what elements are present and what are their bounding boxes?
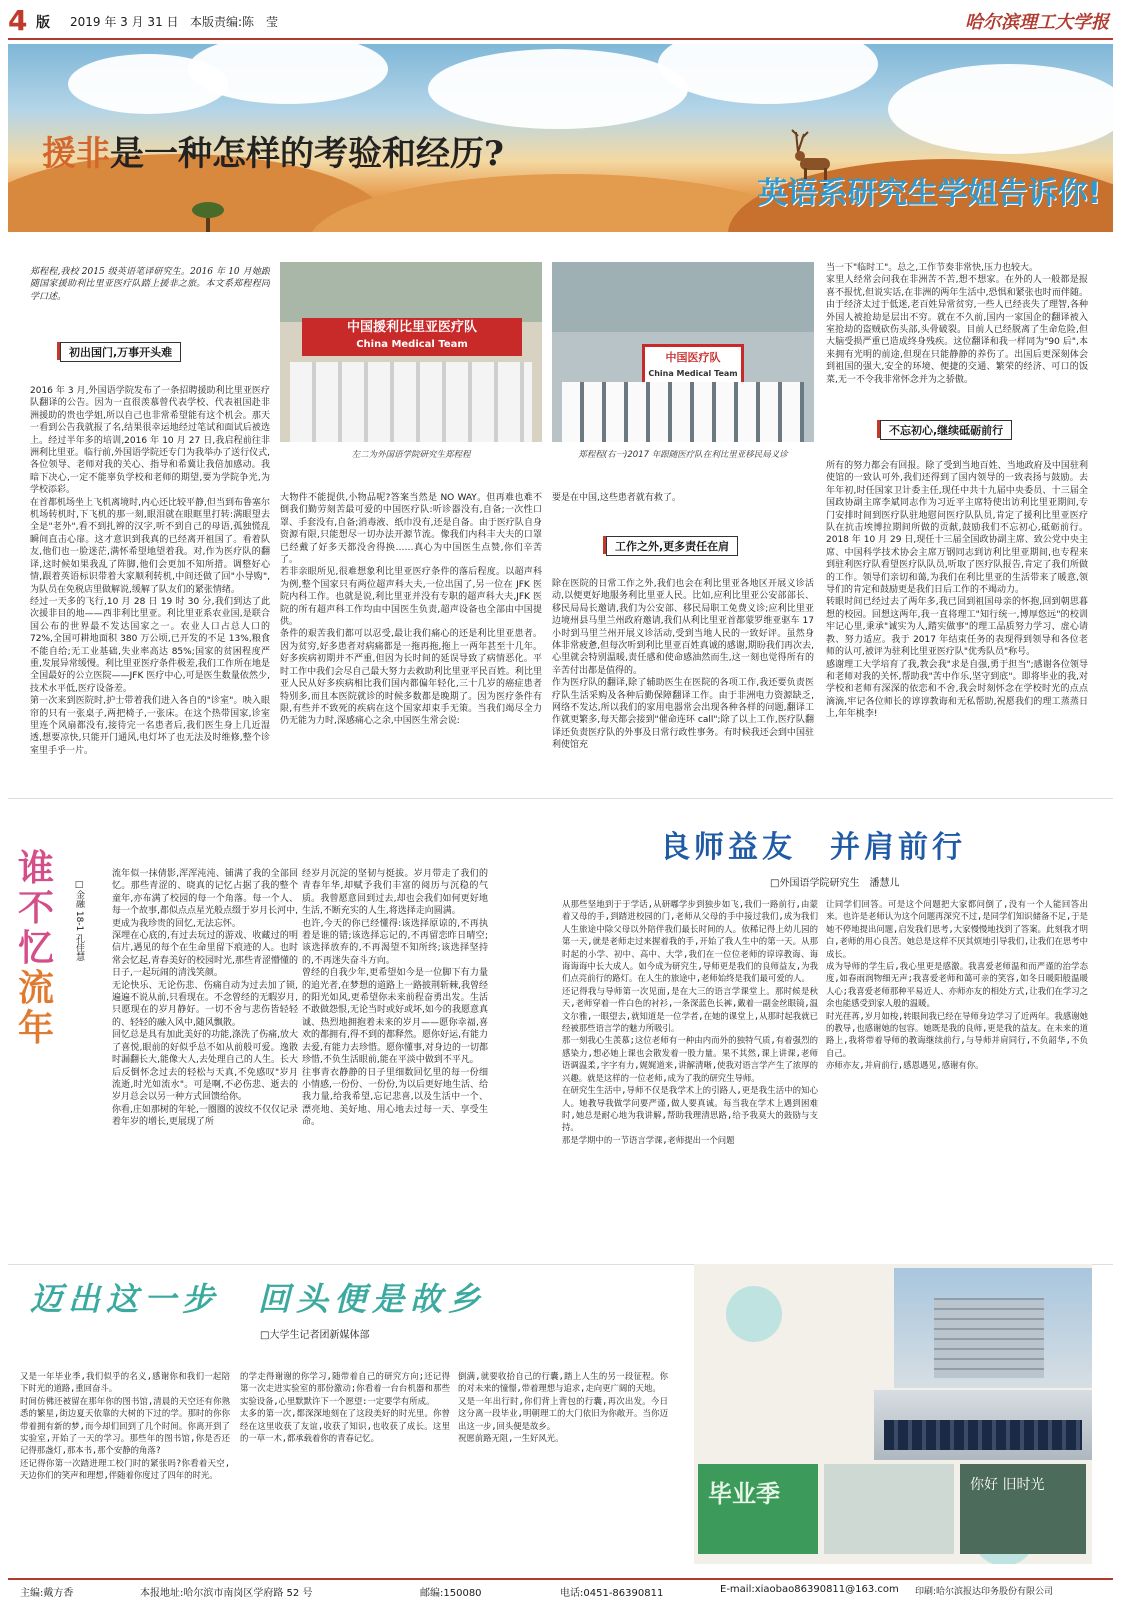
graduation-collage bbox=[694, 1264, 1092, 1564]
section-heading: 不忘初心,继续砥砺前行 bbox=[880, 420, 1012, 440]
flag-text-en: China Medical Team bbox=[648, 369, 738, 378]
footer-address: 本报地址:哈尔滨市南岗区学府路 52 号 bbox=[140, 1588, 313, 1599]
footer-phone: 电话:0451-86390811 bbox=[560, 1588, 664, 1599]
issue-date: 2019 年 3 月 31 日 bbox=[70, 15, 179, 29]
article-column: 倒满,就要收拾自己的行囊,踏上人生的另一段征程。你的对未来的憧憬,带着理想与追求,走向更广阔的天地。 又是一年出行时,你们背上背包的行囊,再次出发。今日这分离一段毕业,明朝理工的大门依旧为你敞开。当你迈出这一步,回头便是故乡。 祝愿前路无阻,一生好风光。 bbox=[458, 1371, 668, 1444]
graduates-group bbox=[884, 1420, 1082, 1450]
building-shape bbox=[934, 1298, 1044, 1378]
page-editor: 本版责编:陈 莹 bbox=[190, 15, 279, 29]
cloud-shape bbox=[888, 64, 1113, 154]
footer-rule bbox=[8, 1578, 1113, 1580]
article-author: □金融 18-1 孔佳慧 bbox=[74, 880, 84, 962]
campus-building-photo bbox=[894, 1268, 1092, 1388]
feature-subheadline: 英语系研究生学姐告诉你! bbox=[757, 176, 1101, 211]
team-photo bbox=[280, 262, 542, 442]
section-heading: 初出国门,万事开头难 bbox=[60, 342, 181, 362]
article-column: 的学走得谢谢的你学习,随带着自己的研究方向;还记得第一次走进实验室的那份激动;你看着一台台机器和那些实验设备,心里默默许下一个愿望:一定要学有所成。 太多的第一次,都深深地刻在了这段美好的时光里。你曾经在这里收获了友谊,收获了知识,也收获了成长。这里的一草一木,都承载着你的青春记忆。 bbox=[240, 1371, 450, 1444]
feature-headline bbox=[42, 126, 504, 175]
graduates-photo bbox=[874, 1390, 1092, 1460]
section-heading: 工作之外,更多责任在肩 bbox=[606, 536, 738, 556]
photo-banner bbox=[302, 318, 522, 356]
article-column: 当一下"临时工"。总之,工作节奏非常快,压力也较大。 家里人经常会问我在非洲苦不苦,想不想家。在外的人一般都是报喜不报忧,但说实话,在非洲的两年生活中,恐惧和紧张也时而伴随。由于经济太过于低迷,老百姓异常贫穷,一些人已经丧失了理智,各种外国人被抢劫是层出不穷。就在不久前,国内一家国企的翻译被入室抢劫的盗贼砍伤头部,头骨破裂。目前人已经脱离了生命危险,但大脑受损严重已造成终身残疾。这位翻译和我一样同为"90 后",本来拥有光明的前途,但现在只能静静的养伤了。出国后更深刻体会到祖国的强大,安全的环境、便捷的交通、繁荣的经济、可口的饭菜,无一不令我非常怀念并为之骄傲。 bbox=[826, 263, 1088, 385]
tree-icon bbox=[188, 194, 228, 232]
headline-emphasis: 援非 bbox=[42, 134, 110, 174]
photo-wall bbox=[280, 262, 542, 322]
photo-caption: 左二为外国语学院研究生郑程程 bbox=[351, 450, 471, 460]
vertical-title bbox=[18, 848, 66, 1048]
footer-postcode: 邮编:150080 bbox=[420, 1588, 482, 1599]
footer-printer: 印刷:哈尔滨报达印务股份有限公司 bbox=[915, 1587, 1054, 1597]
article-column: 大物件不能提供,小物品呢?答案当然是 NO WAY。但再难也难不倒我们勤劳刻苦最可爱的中国医疗队:听诊器没有,自备;一次性口罩、手套没有,自备;消毒液、纸巾没有,还是自备。由于医疗队自身资源有限,只能想尽一切办法开源节流。像我们内科丰大夫的口罩已经戴了好多天都没舍得换……真心为中国医生点赞,你们辛苦了。 若非亲眼所见,很难想象利比里亚医疗条件的落后程度。以超声科为例,整个国家只有两位超声科大夫,一位出国了,另一位在 JFK 医院内科工作。也就是说,利比里亚并没有专职的超声科大夫,JFK 医院的所有超声科工作均由中国医生负责,超声设备也全部由中国提供。 条件的艰苦我们都可以忍受,最让我们痛心的还是利比里亚患者。因为贫穷,好多患者对病痛都是一拖再拖,拖上一两年甚至十几年。好多疾病初期并不严重,但因为长时间的延误导致了病情恶化。平时工作中我们会尽自己最大努力去救助利比里亚平民百姓。利比里亚人民从好多疾病相比我们国内都偏年轻化,三十几岁的癌症患者特别多,而且本医院就诊的时候多数都是晚期了。因为医疗条件有限,有些并不致死的疾病在这个国家却束手无策。当我们竭尽全力仍无能为力时,深感痛心之余,中国医生常会说: bbox=[280, 493, 542, 727]
cloud-shape bbox=[658, 44, 878, 104]
vertical-title-part: 谁不忆 bbox=[18, 847, 55, 969]
article-column: 让同学们回答。可是这个问题把大家都问倒了,没有一个人能回答出来。也许是老师认为这个问题再深究不过,是同学们知识储备不足,于是她不停地提出问题,启发我们思考,大家慢慢地找到了答案。此刻我才明白,老师的用心良苦。她总是这样不厌其烦地引导我们,让我们在思考中成长。 成为导师的学生后,我心里更是感激。我喜爱老师温和而严谨的治学态度,如春雨润物细无声;我喜爱老师和蔼可亲的笑容,如冬日暖阳般温暖人心;我喜爱老师那种平易近人、亦师亦友的相处方式,让我们在学习之余也能感受到家人般的温暖。 时光荏苒,岁月如梭,转眼间我已经在导师身边学习了近两年。我感谢她的教导,也感谢她的包容。她既是我的良师,更是我的益友。在未来的道路上,我将带着导师的教诲继续前行,与导师并肩同行,不负韶华,不负自己。 亦师亦友,并肩前行,感恩遇见,感谢有你。 bbox=[826, 899, 1088, 1071]
header-rule bbox=[8, 38, 1113, 40]
headline-rest: 是一种怎样的考验和经历? bbox=[110, 134, 504, 174]
cloud-shape bbox=[428, 49, 688, 129]
article-intro: 郑程程,我校 2015 级英语笔译研究生。2016 年 10 月她跟随国家援助利比里亚医疗队踏上援非之旅。本文系郑程程同学口述。 bbox=[30, 267, 270, 302]
newspaper-masthead: 哈尔滨理工大学报 bbox=[965, 12, 1109, 33]
article-title: 迈出这一步 回头便是故乡 bbox=[30, 1280, 487, 1318]
article-title: 良师益友 并肩前行 bbox=[660, 830, 966, 865]
article-author: □外国语学院研究生 潘慧儿 bbox=[770, 878, 900, 889]
article-column: 经岁月沉淀的坚韧与挺拔。岁月带走了我们的青春年华,却赋予我们丰富的阅历与沉稳的气质。我曾愿意回到过去,却也会我们如何更好地生活,不断充实的人生,将选择走向圆满。 也许,今天的你已经懂得:该选择原谅的,不再执着是谁的错;该选择忘记的,不再留恋昨日晴空;该选择放弃的,不再渴望不知所终;该选择坚持的,不再迷失奋斗方向。 曾经的自我少年,更希望如今是一位脚下有力量的追光者,在梦想的道路上一路披荆斩棘,我曾经的阳光如风,更希望你未来前程奋勇出发。生活不敢做怨恨,无论当时或好或坏,如今的我愿意真诚、热烈地拥抱着未来的岁月——愿你幸福,喜欢的都拥有,得不到的都释然。愿你好运,有能力去爱,有能力去珍惜。愿你懂事,对身边的一切都珍惜,不负生活眼前,能在平淡中做到不平凡。 往事青衣静静的日子里细数回忆里的每一份细小情感,一份份、一份份,为以后更好地生活、给我力量,给我希望,忘记悲喜,以及生活中一个、漂亮地、美好地、用心地去过每一天、享受生命。 bbox=[302, 869, 488, 1128]
page-number: 4 bbox=[8, 4, 28, 37]
article-author: □大学生记者团新媒体部 bbox=[260, 1330, 370, 1341]
photo-caption: 郑程程(右一)2017 年跟随医疗队在利比里亚移民局义诊 bbox=[578, 450, 788, 460]
banner-text: 中国援利比里亚医疗队 bbox=[346, 320, 477, 335]
article-column: 从那些坚地到于于学话,从研嘟学步到独步如飞,我们一路前行,由蒙着又母的手,到踏进校园的门,老师从父母的手中接过我们,成为我们人生旅途中除父母以外陪伴我们最长时间的人。依稀记得上幼儿园的第一天,就是老师走过来握着我的手,开始了我人生中的第一天。从那时起的小学、初中、高中、大学,我们在一位位老师的谆谆教诲、诲诲诲诲中长大成人。如今成为研究生,导师更是我们的良师益友,为我们点亮前行的路灯。在人生的旅途中,老师始终是我们最可爱的人。 还记得我与导师第一次见面,是在大三的语言学课堂上。那时候是秋天,老师穿着一件白色的衬衫,一条深蓝色长裤,戴着一副金丝眼镜,温文尔雅,一眼望去,就知道是一位学者,在她的课堂上,从那时起我就已经被那些语言学的魅力所吸引。 那一刻我心生羡慕;这位老师有一种由内而外的独特气质,有着强烈的感染力,想必她上课也会散发着一股力量。果不其然,课上讲课,老师语调温柔,字字有力,娓娓道来,讲解清晰,使我对语言学产生了浓厚的兴趣。就是这样的一位老师,成为了我的研究生导师。 在研究生生活中,导师不仅是我学术上的引路人,更是我生活中的知心人。她教导我做学问要严谨,做人要真诚。每当我在学术上遇到困难时,她总是耐心地为我讲解,帮助我理清思路,给予我莫大的鼓励与支持。 那是学期中的一节语言学课,老师提出一个问题 bbox=[562, 899, 818, 1145]
article-column: 所有的努力都会有回报。除了受到当地百姓、当地政府及中国驻利使馆的一致认可外,我们还得到了国内领导的一致表扬与鼓励。去年年初,时任国家卫计委主任,现任中共十九届中央委员、十三届全国政协副主席李斌同志作为习近平主席特使出访利比里亚期间,专门安排时间到医疗队驻地慰问医疗队队员,肯定了援利比里亚医疗队在抗击埃博拉期间所做的贡献,鼓励我们不忘初心,砥砺前行。2018 年 10 月 29 日,现任十三届全国政协副主席、致公党中央主席、中国科学技术协会主席万钢同志到访利比里亚期间,也专程来到驻利医疗队看望医疗队队员,听取了医疗队报告,肯定了我们所做的工作。领导们亲切和蔼,为我们在利比里亚的生活带来了暖意,领导们的肯定和鼓励更是我们日后工作的不竭动力。 转眼时间已经过去了两年多,我已回到祖国母亲的怀抱,回到朝思暮想的校园。回想这两年,我一直将理工"知行统一,博厚悠远"的校训牢记心里,秉承"诚实为人,踏实做事"的理工品质努力学习、虚心请教、努力适应。我于 2017 年结束任务的表现得到领导和各位老师的认可,被评为驻利比里亚医疗队"优秀队员"称号。 感谢理工大学培育了我,教会我"求是自强,勇于担当";感谢各位领导和老师对我的关怀,帮助我"苦中作乐,坚守到底"。即将毕业的我,对学校和老师有深深的依恋和不舍,我会时刻怀念在学校时光的点点滴滴,牢记各位师长的谆谆教诲和无私帮助,祝愿我们的理工蒸蒸日上,年年桃李! bbox=[826, 461, 1088, 720]
graduation-card-right: 你好 旧时光 bbox=[960, 1464, 1086, 1554]
section-divider bbox=[8, 798, 1113, 799]
footer-chief-editor: 主编:戴方香 bbox=[20, 1588, 74, 1599]
graduation-photo-left bbox=[824, 1464, 954, 1554]
flag-text: 中国医疗队 bbox=[665, 351, 721, 364]
outreach-photo bbox=[552, 262, 814, 442]
graduation-card: 毕业季 bbox=[698, 1464, 818, 1554]
banner-text-en: China Medical Team bbox=[356, 339, 468, 350]
photo-background bbox=[552, 262, 814, 332]
photo-people bbox=[290, 362, 532, 442]
article-column: 流年似一抹倩影,浑浑沌沌、铺满了我的全部回忆。那些青涩的、晓真的记忆占据了我的整个童年,亦布满了校园的每一个角落。每一个人、每一个故事,都似点点星光般点缀于岁月长河中,更成为我珍贵的回忆,无法忘怀。 深埋在心底的,有过去玩过的游戏、收藏过的明信片,遇见的每个在生命里留下痕迹的人。也时常会忆起,青春美好的校园时光,那些青涩懵懂的日子,一起玩闹的清浅笑颜。 无论快乐、无论伤悲、伤痛自动为过去加了锁,遍遍不说从前,只看现在。不念曾经的无暇岁月,只愿现在的岁月静好。一切不舍与悲伤皆轻轻的、轻轻的融入风中,随风飘散。 回忆总是具有加此美好的功能,涤洗了伤痛,放大了喜悦,眼前的好似乎总不如从前般可爱。逸散时漏翻长大,能像大人,去处理自己的人生。长大后反倒怀念过去的轻松与天真,不免感叹"岁月流逝,时光如流水"。可是啊,不必伤悲、逝去的岁月总会以另一种方式回馈给你。 你看,庄如那树的年轮,一圈圈的波纹不仅仅记录着年岁的增长,更展现了所 bbox=[112, 869, 298, 1128]
article-column: 要是在中国,这些患者就有救了。 bbox=[552, 493, 681, 503]
article-column: 又是一年毕业季,我们似乎的名义,感谢你和我们一起陪下时光的道路,重回奋斗。 时间仿佛还被留在那年你的图书馆,清晨的天空还有你熟悉的繁星,街边夏天依靠的大树的下过的学。那时的你你带着拥有新的梦,而今却们回到了几个时间。你离开到了实验室,开始了一天的学习。那些年的图书馆,你是否还记得那盏灯,那本书,那个安静的角落? 还记得你第一次踏进理工校门时的紧张吗?你看着天空,天边你们的笑声和理想,伴随着你度过了四年的时光。 bbox=[20, 1371, 230, 1481]
vertical-title-part: 流年 bbox=[18, 967, 55, 1049]
article-column: 2016 年 3 月,外国语学院发布了一条招聘援助利比里亚医疗队翻译的公告。因为一直很羡慕曾代表学校、代表祖国赴非洲援助的贵也学姐,所以自己也非常希望能有这个机会。那天一看到公告我就报了名,结果很幸运地经过笔试和面试后被选上。经过半年多的培训,2016 年 10 月 27 日,我启程前往非洲利比里亚。临行前,外国语学院还专门为我举办了送行仪式,各位领导、老师对我的关心、指导和希冀让我倍加感动。我暗下决心,一定不能辜负学校和老师的期望,要为学院争光,为学校添彩。 在首都机场坐上飞机离境时,内心还比较平静,但当到布鲁塞尔机场转机时,下飞机的那一刻,眼泪就在眼眶里打转:满眼望去全是"老外",看不到扎辫的汉字,听不到自己的母语,孤独慌乱瞬间直击心扉。这才意识到我真的已经离开祖国了。看着队友,他们也一脸迷茫,满怀希望地望着我。对,作为医疗队的翻译,这时候如果我乱了阵脚,他们会更加不知所措。调整好心情,跟着英语标识带着大家顺利转机,中间还做了回"小导购",为队员在免税店里做解说,缓解了队友们的紧张情绪。 经过一天多的飞行,10 月 28 日 19 时 30 分,我们到达了此次援非目的地——西非利比里亚。利比里亚系农业国,是联合国公布的世界最不发达国家之一。农业人口占总人口的 72%,全国可耕地面积 380 万公顷,已开发的不足 13%,粮食不能自给;无工业基础,失业率高达 85%;国家的贫困程度严重,发展异常缓慢。利比里亚医疗条件极差,我们工作所在地是全国最好的公立医院——JFK 医疗中心,可是医生数量依然少,技术水平低,医疗设备差。 第一次来到医院时,护士带着我们进入各自的"诊室"。映入眼帘的只有一张桌子,两把椅子,一张床。在这个热带国家,诊室里连个风扇都没有,接待完一名患者后,我们医生身上几近湿透,想要凉快,只能开门通风,电灯坏了也无法及时维修,整个诊室里手乎一片。 bbox=[30, 386, 270, 756]
article-column: 除在医院的日常工作之外,我们也会在利比里亚各地区开展义诊活动,以便更好地服务利比里亚人民。比如,应利比里亚公安部部长、移民局局长邀请,我们为公安部、移民局职工免费义诊;应利比里亚边境州县马里兰州政府邀请,我们从利比里亚首都蒙罗维亚驱车 17 小时到马里兰州开展义诊活动,受到当地人民的一致好评。虽然身体非常疲惫,但每次听到利比里亚百姓真诚的感谢,期盼我们再次去,心里就会特别温暖,责任感和使命感油然而生,这一刻也觉得所有的辛苦付出都是值得的。 作为医疗队的翻译,除了辅助医生在医院的各项工作,我还要负责医疗队生活采购及各种后勤保障翻译工作。由于非洲电力资源缺乏,网络不发达,所以我们的家用电器常会出现各种各样的问题,翻译工作就更繁多,每天都会接到"催命连环 call";除了以上工作,医疗队翻译还负责医疗队的外事及日常行政性事务。有时候我还会到中国驻利使馆充 bbox=[552, 579, 814, 751]
photo-people bbox=[562, 382, 804, 442]
page-ban-label: 版 bbox=[36, 15, 50, 31]
footer-email: E-mail:xiaobao86390811@163.com bbox=[720, 1584, 899, 1595]
